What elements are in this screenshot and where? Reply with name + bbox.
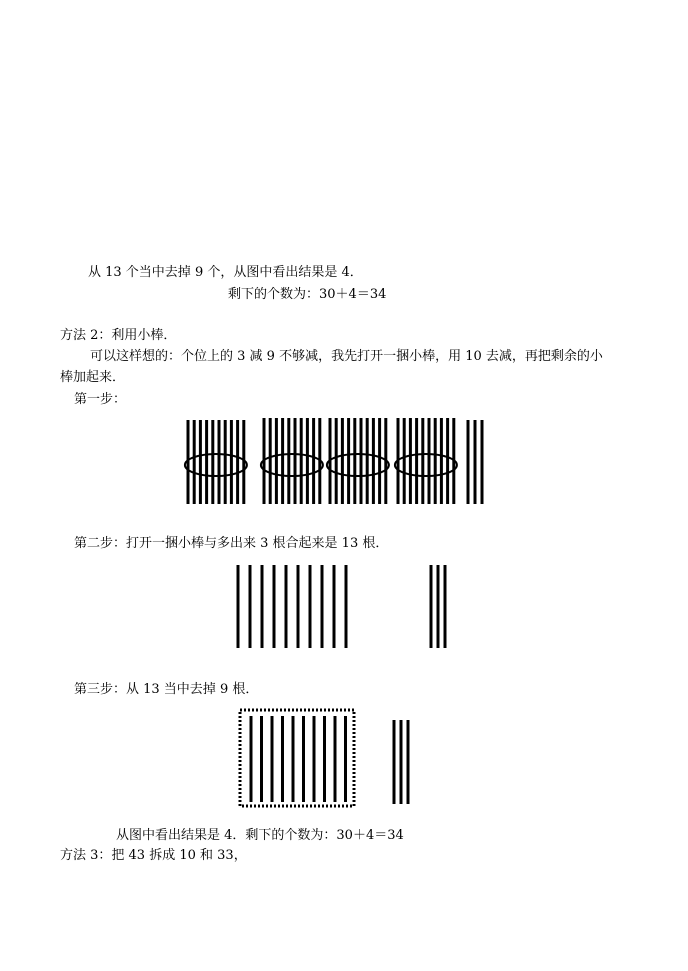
method-2-description-2: 棒加起来． — [60, 370, 126, 385]
step-1-label: 第一步： — [74, 392, 127, 407]
text-line-2: 剩下的个数为：30＋4＝34 — [228, 287, 387, 302]
method-2-description-1: 可以这样想的：个位上的 3 减 9 不够减，我先打开一捆小棒，用 10 去减，再把剩余的小 — [90, 349, 603, 364]
step-1-figure — [180, 412, 480, 512]
method-2-title: 方法 2：利用小棒． — [60, 328, 177, 343]
step-2-figure — [228, 560, 458, 655]
method-3-line: 方法 3：把 43 拆成 10 和 33， — [60, 848, 247, 863]
step-3-label: 第三步：从 13 当中去掉 9 根． — [74, 682, 259, 697]
removal-box — [240, 710, 354, 806]
step-2-label: 第二步：打开一捆小棒与多出来 3 根合起来是 13 根． — [74, 536, 389, 551]
result-line: 从图中看出结果是 4．剩下的个数为：30＋4＝34 — [116, 828, 404, 843]
step-3-figure — [232, 700, 432, 815]
text-line-1: 从 13 个当中去掉 9 个，从图中看出结果是 4． — [88, 265, 363, 280]
